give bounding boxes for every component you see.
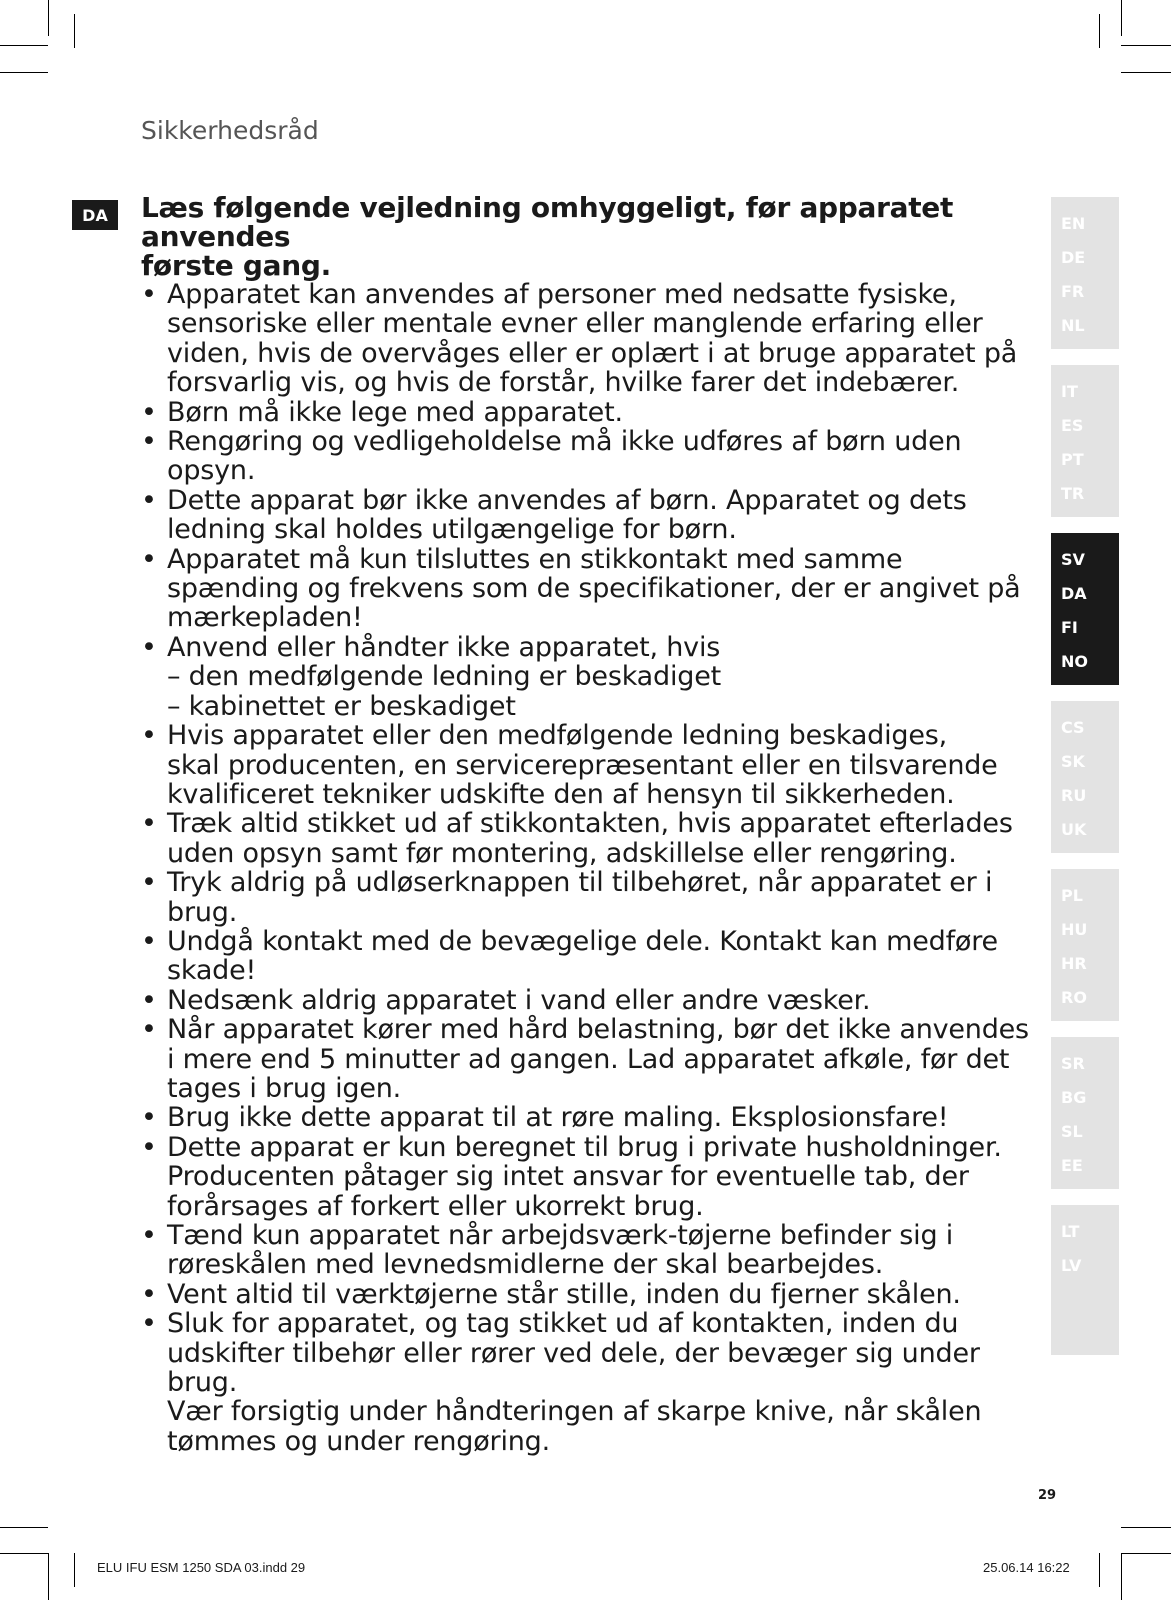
bullet-text-line: skal producenten, en servicerepræsentant eller en tilsvarende	[167, 749, 998, 781]
language-code-sk: SK	[1061, 752, 1085, 771]
bullet-text-line: Apparatet kan anvendes af personer med nedsatte fysiske,	[167, 279, 957, 310]
crop-mark-top-left-h2	[0, 72, 48, 73]
bullet-text-line: tages i brug igen.	[167, 1072, 402, 1104]
safety-bullet	[141, 1280, 1026, 1309]
language-group	[1051, 197, 1119, 349]
bullet-dot: •	[141, 396, 157, 428]
language-code-lv: LV	[1061, 1256, 1082, 1275]
language-code-tr: TR	[1061, 484, 1085, 503]
language-code-sv: SV	[1061, 550, 1085, 569]
bullet-dot: •	[141, 1102, 157, 1134]
safety-bullet	[141, 486, 1026, 545]
bullet-text-line: Træk altid stikket ud af stikkontakten, hvis apparatet efterlades	[167, 808, 1013, 840]
bullet-text-line: Tryk aldrig på udløserknappen til tilbehøret, når apparatet er i	[167, 867, 993, 899]
safety-instructions	[141, 191, 1029, 1457]
footer-date-info: 25.06.14 16:22	[983, 1560, 1070, 1575]
crop-mark-bottom-left-h	[0, 1527, 48, 1528]
language-code-en: EN	[1061, 214, 1086, 233]
language-group	[1051, 869, 1119, 1021]
language-code-nl: NL	[1061, 316, 1085, 335]
bullet-text-line: i mere end 5 minutter ad gangen. Lad apparatet afkøle, før det	[167, 1043, 1010, 1075]
bullet-text-line: Hvis apparatet eller den medfølgende ledning beskadiges,	[167, 720, 948, 752]
crop-mark-bottom-right-h	[1121, 1527, 1171, 1528]
bullet-text-line: Når apparatet kører med hård belastning, bør det ikke anvendes	[167, 1014, 1029, 1046]
language-code-uk: UK	[1061, 820, 1087, 839]
language-code-fr: FR	[1061, 282, 1085, 301]
safety-bullet	[141, 1221, 1026, 1280]
language-code-ee: EE	[1061, 1156, 1083, 1175]
bullet-dot: •	[141, 808, 157, 840]
crop-mark-top-left-v1	[48, 0, 49, 36]
crop-mark-bottom-right-h2	[1121, 1553, 1171, 1554]
bullet-text-line: Anvend eller håndter ikke apparatet, hvis	[167, 631, 721, 663]
bullet-text-line: Undgå kontakt med de bevægelige dele. Kontakt kan medføre	[167, 925, 998, 957]
safety-bullet	[141, 545, 1026, 633]
bullet-dot: •	[141, 1278, 157, 1310]
bullet-text-line: viden, hvis de overvåges eller er oplært i at bruge apparatet på	[167, 337, 1018, 369]
crop-mark-top-right-h	[1121, 45, 1171, 46]
crop-mark-top-left-v2	[74, 14, 75, 48]
language-code-sl: SL	[1061, 1122, 1083, 1141]
safety-bullet	[141, 809, 1026, 868]
language-index-sidebar	[1051, 197, 1119, 1371]
bullet-dot: •	[141, 867, 157, 899]
bullet-text-line: Dette apparat bør ikke anvendes af børn. Apparatet og dets	[167, 484, 967, 516]
crop-mark-bottom-right-v2	[1099, 1553, 1100, 1587]
crop-mark-bottom-left-v1	[48, 1553, 49, 1600]
section-title: Sikkerhedsråd	[141, 116, 319, 145]
bullet-text-line: brug.	[167, 896, 238, 928]
bullet-text-line: skade!	[167, 955, 257, 987]
safety-bullet	[141, 633, 1026, 721]
language-code-cs: CS	[1061, 718, 1085, 737]
bullet-text-line: Vær forsigtig under håndteringen af skarpe knive, når skålen	[167, 1396, 982, 1428]
language-group	[1051, 1205, 1119, 1355]
language-code-ro: RO	[1061, 988, 1087, 1007]
language-group	[1051, 365, 1119, 517]
bullet-dot: •	[141, 1220, 157, 1251]
bullet-text-line: Nedsænk aldrig apparatet i vand eller andre væsker.	[167, 984, 871, 1016]
crop-mark-bottom-right-v1	[1121, 1553, 1122, 1600]
crop-mark-top-right-v2	[1099, 14, 1100, 48]
bullet-text-line: ledning skal holdes utilgængelige for børn.	[167, 514, 737, 546]
bullet-text-line: forsvarlig vis, og hvis de forstår, hvilke farer det indebærer.	[167, 367, 960, 399]
bullet-dot: •	[141, 484, 157, 516]
bullet-text-line: spænding og frekvens som de specifikationer, der er angivet på	[167, 573, 1021, 605]
bullet-dot: •	[141, 720, 157, 752]
safety-bullet-list	[141, 279, 1029, 1457]
safety-bullet	[141, 927, 1026, 986]
bullet-text-line: Rengøring og vedligeholdelse må ikke udføres af børn uden	[167, 426, 962, 458]
crop-mark-top-left-h	[0, 45, 48, 46]
bullet-text-line: brug.	[167, 1367, 238, 1399]
bullet-dot: •	[141, 279, 157, 310]
bullet-dot: •	[141, 1131, 157, 1163]
bullet-text-line: Tænd kun apparatet når arbejdsværk-tøjerne befinder sig i	[167, 1220, 954, 1251]
heading-line: Læs følgende vejledning omhyggeligt, før apparatet anvendes	[141, 191, 954, 253]
bullet-text-line: – kabinettet er beskadiget	[167, 690, 516, 722]
language-code-it: IT	[1061, 382, 1078, 401]
bullet-dot: •	[141, 631, 157, 663]
language-code-es: ES	[1061, 416, 1084, 435]
bullet-text-line: Apparatet må kun tilsluttes en stikkontakt med samme	[167, 543, 903, 575]
language-code-no: NO	[1061, 652, 1088, 671]
safety-bullet	[141, 280, 1026, 398]
language-code-hr: HR	[1061, 954, 1087, 973]
bullet-text-line: – den medfølgende ledning er beskadiget	[167, 661, 721, 693]
language-code-fi: FI	[1061, 618, 1078, 637]
language-code-lt: LT	[1061, 1222, 1080, 1241]
bullet-text-line: røreskålen med levnedsmidlerne der skal bearbejdes.	[167, 1249, 884, 1281]
bullet-text-line: Dette apparat er kun beregnet til brug i private husholdninger.	[167, 1131, 1002, 1163]
crop-mark-bottom-left-v2	[74, 1553, 75, 1587]
safety-bullet	[141, 398, 1026, 427]
language-code-ru: RU	[1061, 786, 1087, 805]
bullet-dot: •	[141, 1308, 157, 1340]
bullet-dot: •	[141, 925, 157, 957]
language-group	[1051, 533, 1119, 685]
language-group	[1051, 701, 1119, 853]
bullet-text-line: udskifter tilbehør eller rører ved dele, der bevæger sig under	[167, 1337, 980, 1369]
language-code-da: DA	[1061, 584, 1087, 603]
footer-file-info: ELU IFU ESM 1250 SDA 03.indd 29	[97, 1560, 306, 1575]
language-code-pt: PT	[1061, 450, 1084, 469]
bullet-text-line: opsyn.	[167, 455, 256, 487]
bullet-dot: •	[141, 543, 157, 575]
crop-mark-top-right-v1	[1121, 0, 1122, 36]
page-number: 29	[1038, 1488, 1057, 1503]
safety-bullet	[141, 868, 1026, 927]
bullet-text-line: sensoriske eller mentale evner eller manglende erfaring eller	[167, 308, 983, 340]
bullet-dot: •	[141, 1014, 157, 1046]
bullet-text-line: Vent altid til værktøjerne står stille, inden du fjerner skålen.	[167, 1278, 961, 1310]
bullet-text-line: uden opsyn samt før montering, adskillelse eller rengøring.	[167, 837, 957, 869]
bullet-dot: •	[141, 984, 157, 1016]
safety-bullet	[141, 427, 1026, 486]
language-code-sr: SR	[1061, 1054, 1085, 1073]
instructions-heading	[141, 193, 1026, 280]
language-badge: DA	[72, 200, 118, 230]
heading-line: første gang.	[141, 249, 331, 282]
bullet-text-line: Sluk for apparatet, og tag stikket ud af kontakten, inden du	[167, 1308, 959, 1340]
bullet-text-line: mærkepladen!	[167, 602, 363, 634]
safety-bullet	[141, 1309, 1026, 1456]
bullet-text-line: forårsages af forkert eller ukorrekt brug.	[167, 1190, 704, 1222]
safety-bullet	[141, 721, 1026, 809]
language-code-de: DE	[1061, 248, 1086, 267]
safety-bullet	[141, 1133, 1026, 1221]
bullet-text-line: tømmes og under rengøring.	[167, 1425, 550, 1457]
bullet-text-line: Børn må ikke lege med apparatet.	[167, 396, 623, 428]
safety-bullet	[141, 1103, 1026, 1132]
language-code-bg: BG	[1061, 1088, 1087, 1107]
language-code-pl: PL	[1061, 886, 1083, 905]
crop-mark-top-right-h2	[1121, 72, 1171, 73]
safety-bullet	[141, 1014, 1029, 1104]
bullet-text-line: Producenten påtager sig intet ansvar for eventuelle tab, der	[167, 1161, 969, 1193]
bullet-text-line: Brug ikke dette apparat til at røre maling. Eksplosionsfare!	[167, 1102, 949, 1134]
language-code-hu: HU	[1061, 920, 1088, 939]
crop-mark-bottom-left-h2	[0, 1553, 48, 1554]
bullet-dot: •	[141, 426, 157, 458]
bullet-text-line: kvalificeret tekniker udskifte den af hensyn til sikkerheden.	[167, 778, 955, 810]
language-group	[1051, 1037, 1119, 1189]
safety-bullet	[141, 986, 1026, 1015]
